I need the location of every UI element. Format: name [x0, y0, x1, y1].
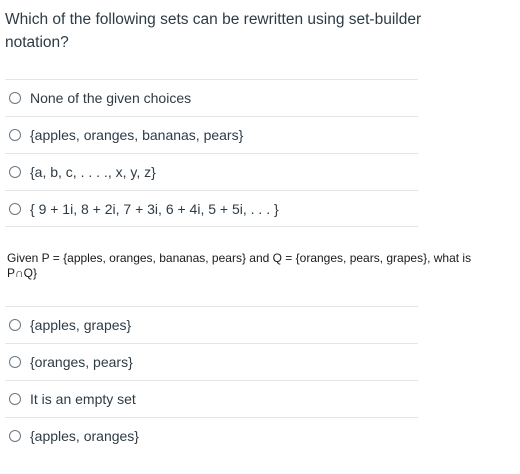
question-2-text: Given P = {apples, oranges, bananas, pears} and Q = {oranges, pears, grapes}, what is P∩Q} [7, 251, 472, 280]
radio-button[interactable] [9, 430, 21, 442]
answer-label: {a, b, c, . . . ., x, y, z} [30, 164, 156, 180]
answer-label: {apples, oranges} [30, 428, 139, 444]
radio-button[interactable] [9, 92, 21, 104]
question-1-answers [5, 79, 418, 227]
radio-button[interactable] [9, 203, 21, 215]
answer-option[interactable] [5, 306, 418, 343]
answer-label: {apples, grapes} [30, 317, 132, 333]
answer-label: {apples, oranges, bananas, pears} [30, 127, 244, 143]
answer-option[interactable] [5, 380, 418, 417]
answer-label: None of the given choices [30, 90, 192, 106]
answer-option[interactable] [5, 79, 418, 116]
radio-button[interactable] [9, 319, 21, 331]
radio-button[interactable] [9, 166, 21, 178]
answer-label: { 9 + 1i, 8 + 2i, 7 + 3i, 6 + 4i, 5 + 5i, . . . } [30, 200, 279, 217]
answer-label: {oranges, pears} [30, 354, 133, 370]
radio-button[interactable] [9, 393, 21, 405]
radio-button[interactable] [9, 356, 21, 368]
radio-button[interactable] [9, 129, 21, 141]
answer-option[interactable] [5, 343, 418, 380]
answer-option[interactable] [5, 153, 418, 190]
question-1-text: Which of the following sets can be rewritten using set-builder notation? [5, 11, 422, 51]
answer-label: It is an empty set [30, 391, 136, 407]
answer-option[interactable] [5, 116, 418, 153]
question-2-answers [5, 306, 418, 454]
answer-option[interactable] [5, 190, 418, 227]
answer-option[interactable] [5, 417, 418, 454]
